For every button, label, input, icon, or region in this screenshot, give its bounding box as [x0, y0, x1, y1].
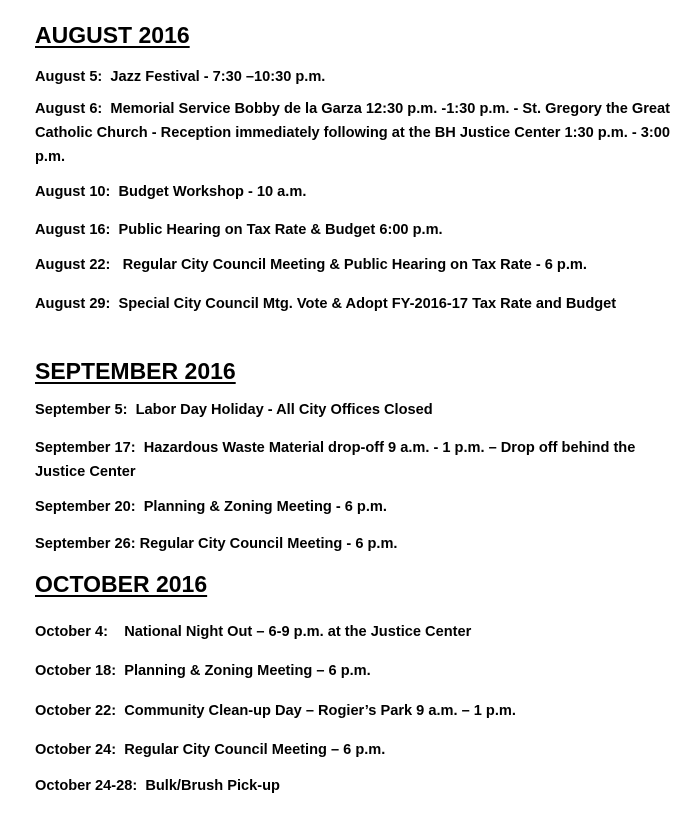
event-date: October 24-28: [35, 778, 138, 794]
event-item [35, 659, 675, 683]
event-date: September 17: [35, 440, 136, 456]
event-date: August 10: [35, 184, 111, 200]
event-item [35, 97, 675, 169]
event-item [35, 620, 675, 644]
event-description: Jazz Festival - 7:30 –10:30 p.m. [110, 69, 326, 85]
event-description: Budget Workshop - 10 a.m. [118, 184, 307, 200]
event-date: October 24: [35, 742, 117, 758]
event-item [35, 495, 675, 519]
event-description: Regular City Council Meeting – 6 p.m. [124, 742, 386, 758]
event-description: National Night Out – 6-9 p.m. at the Justice Center [116, 624, 472, 640]
event-item [35, 292, 675, 316]
event-date: September 20: [35, 499, 136, 515]
event-item [35, 738, 675, 762]
month-heading-october: OCTOBER 2016 [35, 571, 208, 597]
event-item [35, 699, 675, 723]
event-date: August 6: [35, 101, 103, 117]
event-date: October 4: [35, 624, 108, 640]
event-item [35, 774, 675, 798]
event-item [35, 65, 675, 89]
event-description: Public Hearing on Tax Rate & Budget 6:00 p.m. [118, 222, 443, 238]
event-description: Labor Day Holiday - All City Offices Closed [135, 402, 433, 418]
event-description: Bulk/Brush Pick-up [145, 778, 280, 794]
event-date: August 29: [35, 296, 111, 312]
month-heading-september: SEPTEMBER 2016 [35, 358, 236, 384]
event-date: September 26: [35, 536, 136, 552]
event-date: August 16: [35, 222, 111, 238]
event-description: Hazardous Waste Material drop-off 9 a.m. - 1 p.m. – Drop off behind the Justice Center [35, 440, 640, 480]
event-item [35, 398, 675, 422]
event-description: Regular City Council Meeting - 6 p.m. [139, 536, 398, 552]
event-description: Special City Council Mtg. Vote & Adopt FY-2016-17 Tax Rate and Budget [118, 296, 617, 312]
event-item [35, 532, 675, 556]
event-description: Community Clean-up Day – Rogier’s Park 9 a.m. – 1 p.m. [124, 703, 516, 719]
event-date: September 5: [35, 402, 128, 418]
event-date: October 18: [35, 663, 117, 679]
month-heading-august: AUGUST 2016 [35, 22, 190, 48]
event-description: Regular City Council Meeting & Public Hearing on Tax Rate - 6 p.m. [118, 257, 587, 273]
event-item [35, 218, 675, 242]
event-item [35, 180, 675, 204]
event-item [35, 436, 675, 484]
event-date: October 22: [35, 703, 117, 719]
event-description: Memorial Service Bobby de la Garza 12:30 p.m. -1:30 p.m. - St. Gregory the Great Catholic Church - Reception immediately following at the BH Justice Center 1:30 p.m. - 3:00 p.m. [35, 101, 675, 165]
event-date: August 5: [35, 69, 103, 85]
event-description: Planning & Zoning Meeting - 6 p.m. [143, 499, 387, 515]
event-item [35, 253, 675, 277]
event-date: August 22: [35, 257, 111, 273]
event-description: Planning & Zoning Meeting – 6 p.m. [124, 663, 371, 679]
